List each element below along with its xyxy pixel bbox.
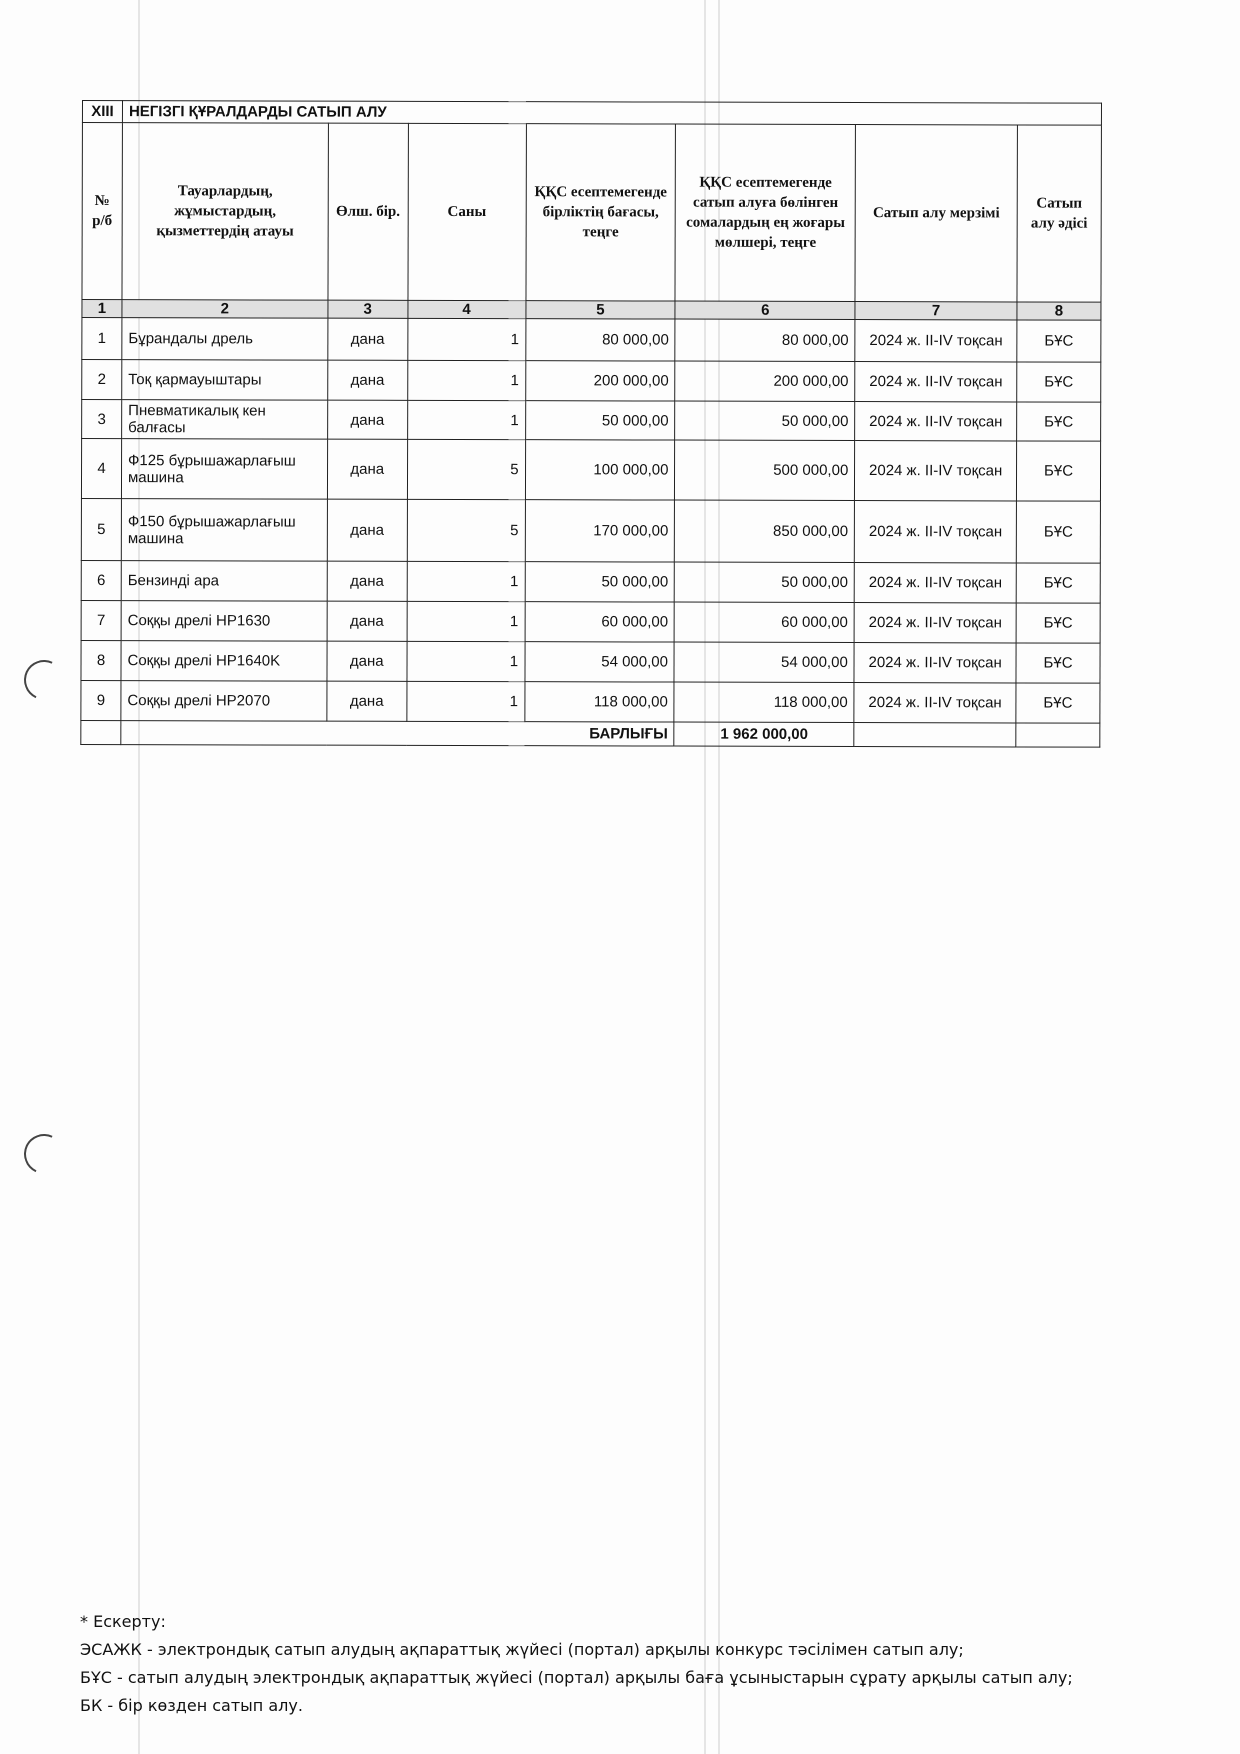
quantity: 5 [407,439,525,499]
total-blank [81,720,121,744]
unit-price: 80 000,00 [525,319,675,361]
unit-price: 100 000,00 [525,440,675,500]
quantity: 1 [407,400,525,439]
purchase-method: БҰС [1016,563,1100,603]
purchase-method: БҰС [1016,643,1100,683]
row-number: 1 [82,318,122,360]
header-method: Сатып алу әдісі [1017,125,1101,302]
row-number: 7 [81,600,121,640]
unit: дана [327,499,407,561]
row-number: 4 [81,439,121,499]
table-row [81,680,1100,723]
quantity: 1 [407,641,525,681]
item-name: Ф125 бұрышажарлағыш машина [121,439,327,500]
purchase-period: 2024 ж. II-IV тоқсан [855,362,1017,402]
row-number: 6 [81,560,121,600]
total-blank [1016,723,1100,747]
punch-hole [18,1128,69,1179]
quantity: 5 [407,499,525,561]
notes-title: * Ескерту: [80,1612,166,1631]
purchase-period: 2024 ж. II-IV тоқсан [855,441,1017,501]
unit-price: 50 000,00 [525,562,675,602]
total-value: 1 962 000,00 [674,722,854,746]
item-name: Соққы дрелі HP1640K [121,641,327,682]
item-name: Пневматикалық кен балғасы [122,400,328,440]
notes-line: БК - бір көзден сатып алу. [80,1696,303,1715]
column-number: 2 [122,300,328,319]
unit-price: 200 000,00 [525,361,675,401]
row-number: 2 [82,360,122,400]
column-number: 3 [328,300,408,318]
table-row [81,560,1100,603]
purchase-period: 2024 ж. II-IV тоқсан [854,563,1016,603]
purchase-period: 2024 ж. II-IV тоқсан [854,683,1016,723]
header-amount: ҚҚС есептемегенде сатып алуға бөлінген сомалардың ең жоғары мөлшері, теңге [675,124,855,301]
unit-price: 170 000,00 [525,500,675,562]
purchase-period: 2024 ж. II-IV тоқсан [855,402,1017,441]
notes-line: ЭСАЖК - электрондық сатып алудың ақпараттық жүйесі (портал) арқылы конкурс тәсілімен сатып алу; [80,1640,964,1659]
max-amount: 80 000,00 [675,319,855,361]
purchase-period: 2024 ж. II-IV тоқсан [854,643,1016,683]
unit-price: 118 000,00 [524,682,674,722]
unit: дана [327,681,407,721]
table-row [81,640,1100,683]
table-row [81,439,1100,502]
quantity: 1 [407,360,525,400]
unit: дана [327,439,407,499]
unit: дана [327,400,407,439]
header-period: Сатып алу мерзімі [855,125,1017,302]
column-number: 4 [408,300,526,318]
item-name: Ф150 бұрышажарлағыш машина [121,499,327,562]
item-name: Соққы дрелі HP1630 [121,601,327,642]
row-number: 5 [81,498,121,560]
quantity: 1 [408,318,526,360]
table-row [81,600,1100,643]
max-amount: 200 000,00 [675,361,855,401]
table-row [81,498,1100,563]
max-amount: 118 000,00 [674,682,854,722]
quantity: 1 [407,601,525,641]
unit-price: 54 000,00 [525,642,675,682]
item-name: Бензинді ара [121,561,327,602]
header-unit: Өлш. бір. [328,123,408,300]
header-row [82,123,1101,303]
purchase-method: БҰС [1016,501,1100,563]
notes-line: БҰС - сатып алудың электрондық ақпараттық жүйесі (портал) арқылы баға ұсыныстарын сұрату арқылы сатып алу; [80,1668,1073,1687]
item-name: Бұрандалы дрель [122,318,328,361]
section-number: XIII [82,101,122,123]
unit: дана [328,318,408,360]
row-number: 8 [81,640,121,680]
item-name: Соққы дрелі HP2070 [121,681,327,722]
purchase-method: БҰС [1017,402,1101,441]
unit: дана [327,641,407,681]
table-row [82,360,1101,403]
unit: дана [328,360,408,400]
table-row [82,400,1101,442]
header-price: ҚҚС есептемегенде бірліктің бағасы, теңге [526,124,676,301]
column-number: 7 [855,302,1017,320]
section-row [82,101,1101,126]
total-blank [854,723,1016,747]
max-amount: 54 000,00 [674,642,854,682]
max-amount: 50 000,00 [675,401,855,440]
max-amount: 850 000,00 [675,500,855,562]
quantity: 1 [407,561,525,601]
quantity: 1 [407,681,525,721]
section-title: НЕГІЗГІ ҚҰРАЛДАРДЫ САТЫП АЛУ [122,101,1101,126]
procurement-table [80,100,1102,748]
header-qty: Саны [408,123,526,300]
column-number: 5 [525,301,675,319]
total-row [81,720,1100,747]
header-no: № р/б [82,123,122,300]
row-number: 3 [82,400,122,439]
punch-hole [18,654,69,705]
purchase-method: БҰС [1016,683,1100,723]
max-amount: 50 000,00 [675,562,855,602]
total-label: БАРЛЫҒЫ [121,721,675,746]
unit: дана [327,561,407,601]
purchase-method: БҰС [1017,362,1101,402]
unit-price: 60 000,00 [525,602,675,642]
purchase-period: 2024 ж. II-IV тоқсан [855,501,1017,563]
notes [80,1608,1180,1720]
purchase-period: 2024 ж. II-IV тоқсан [855,320,1017,362]
max-amount: 60 000,00 [675,602,855,642]
column-number: 6 [675,301,855,319]
purchase-method: БҰС [1016,441,1100,501]
purchase-method: БҰС [1016,603,1100,643]
purchase-period: 2024 ж. II-IV тоқсан [854,603,1016,643]
header-name: Тауарлардың, жұмыстардың, қызметтердің атауы [122,123,328,301]
unit-price: 50 000,00 [525,401,675,440]
row-number: 9 [81,680,121,720]
unit: дана [327,601,407,641]
purchase-method: БҰС [1017,320,1101,362]
column-number: 1 [82,300,122,318]
table-row [82,318,1101,363]
max-amount: 500 000,00 [675,440,855,500]
item-name: Тоқ қармауыштары [122,360,328,401]
column-number: 8 [1017,302,1101,320]
